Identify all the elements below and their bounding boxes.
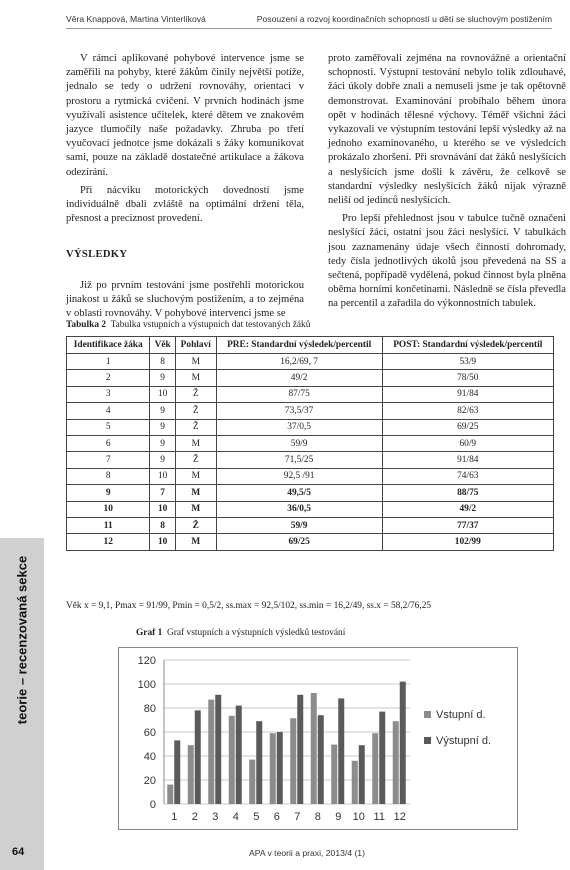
table-cell: 7: [150, 485, 175, 501]
bar: [195, 710, 201, 804]
table-cell: Ž: [175, 386, 216, 402]
legend-label: Výstupní d.: [436, 735, 492, 747]
paragraph: Při nácviku motorických dovedností jsme individuálně dbali zvláště na optimální držení těla, přesnost a preciznost provedení.: [66, 184, 304, 225]
y-tick-label: 80: [143, 703, 156, 715]
table-cell: 2: [67, 370, 150, 386]
table-cell: 10: [150, 386, 175, 402]
graph-caption-label: Graf 1: [136, 628, 163, 638]
table-cell: M: [175, 354, 216, 370]
bar: [215, 695, 221, 804]
bar: [290, 718, 296, 804]
table-cell: M: [175, 501, 216, 517]
table-row: [67, 501, 554, 517]
table-cell: 9: [150, 452, 175, 468]
section-heading: VÝSLEDKY: [66, 249, 128, 261]
table-cell: 73,5/37: [216, 403, 382, 419]
table-note: Věk x = 9,1, Pmax = 91/99, Pmin = 0,5/2, ss.max = 92,5/102, ss.min = 16,2/49, ss.x = 58,2/76,25: [66, 601, 432, 611]
paragraph: Pro lepší přehlednost jsou v tabulce tučně označeni neslyšící žáci, ostatní jsou žáci neslyšící. V tabulkách jsou zaznamenány údaje všech činností dohromady, tedy čísla jednotlivých úkolů jsou převedená na SS a sečtená, popřípadě vydělená, pokud činnost byla plněna oběma horními končetinami. Následně se čísla převedla na percentil a zařadila do výkonnostních tabulek.: [328, 213, 566, 310]
legend-swatch: [424, 711, 431, 718]
bar: [297, 695, 303, 804]
table-cell: Ž: [175, 452, 216, 468]
column-header: Identifikace žáka: [67, 337, 150, 354]
x-tick-label: 7: [294, 811, 301, 823]
table-cell: 88/75: [382, 485, 553, 501]
table-row: [67, 419, 554, 435]
bar: [249, 760, 255, 804]
bar: [338, 698, 344, 804]
table-cell: 10: [150, 468, 175, 484]
column-header: Pohlaví: [175, 337, 216, 354]
table-cell: 11: [67, 517, 150, 533]
results-table: [66, 336, 554, 551]
y-tick-label: 120: [137, 655, 156, 667]
bar: [359, 745, 365, 804]
table-cell: M: [175, 468, 216, 484]
table-cell: 6: [67, 435, 150, 451]
x-tick-label: 1: [171, 811, 178, 823]
table-cell: 10: [67, 501, 150, 517]
table-cell: 69/25: [382, 419, 553, 435]
table-cell: 53/9: [382, 354, 553, 370]
x-tick-label: 11: [373, 811, 385, 823]
table-cell: 82/63: [382, 403, 553, 419]
table-cell: M: [175, 370, 216, 386]
table-row: [67, 485, 554, 501]
graph-caption-text: Graf vstupních a výstupních výsledků testování: [166, 628, 346, 638]
table-cell: 59/9: [216, 517, 382, 533]
table-row: [67, 370, 554, 386]
table-cell: 9: [150, 370, 175, 386]
table-cell: 9: [150, 435, 175, 451]
right-column: [328, 52, 566, 316]
table-cell: 49/2: [382, 501, 553, 517]
x-tick-label: 8: [314, 811, 321, 823]
table-cell: 8: [150, 517, 175, 533]
table-cell: 4: [67, 403, 150, 419]
table-cell: 9: [150, 419, 175, 435]
table-row: [67, 517, 554, 533]
x-tick-label: 5: [253, 811, 260, 823]
y-tick-label: 20: [143, 775, 156, 787]
table-cell: 49/2: [216, 370, 382, 386]
x-tick-label: 9: [335, 811, 342, 823]
x-tick-label: 10: [352, 811, 365, 823]
x-tick-label: 6: [273, 811, 280, 823]
bar: [400, 682, 406, 804]
graph-caption: [136, 628, 345, 638]
y-tick-label: 40: [143, 751, 156, 763]
legend-swatch: [424, 737, 431, 744]
table-cell: 92,5 /91: [216, 468, 382, 484]
column-header: Věk: [150, 337, 175, 354]
table-cell: M: [175, 534, 216, 550]
x-tick-label: 12: [393, 811, 406, 823]
table-cell: 9: [150, 403, 175, 419]
bar: [393, 721, 399, 804]
table-cell: 12: [67, 534, 150, 550]
bar: [318, 715, 324, 804]
table-cell: M: [175, 485, 216, 501]
table-cell: 60/9: [382, 435, 553, 451]
bar: [277, 732, 283, 804]
table-row: [67, 468, 554, 484]
table-cell: 87/75: [216, 386, 382, 402]
bar: [352, 761, 358, 804]
table-cell: 7: [67, 452, 150, 468]
table-row: [67, 354, 554, 370]
table-cell: 91/84: [382, 386, 553, 402]
bar-chart: [118, 647, 518, 830]
header-authors: Věra Knappová, Martina Vinterlíková: [66, 14, 206, 24]
table-cell: 9: [67, 485, 150, 501]
x-tick-label: 3: [212, 811, 219, 823]
bar: [236, 706, 242, 804]
table-cell: 69/25: [216, 534, 382, 550]
section-label: teorie – recenzovaná sekce: [14, 555, 30, 725]
bar: [311, 693, 317, 804]
bar: [208, 700, 214, 804]
table-cell: 49,5/5: [216, 485, 382, 501]
table-row: [67, 386, 554, 402]
table-cell: M: [175, 435, 216, 451]
table-cell: 37/0,5: [216, 419, 382, 435]
table-cell: Ž: [175, 517, 216, 533]
bar: [188, 745, 194, 804]
y-tick-label: 60: [143, 727, 156, 739]
table-cell: 10: [150, 501, 175, 517]
table-cell: 74/63: [382, 468, 553, 484]
table-cell: 36/0,5: [216, 501, 382, 517]
table-row: [67, 403, 554, 419]
table-body: [67, 354, 554, 551]
table-cell: Ž: [175, 419, 216, 435]
page-number: 64: [12, 846, 25, 858]
table-cell: 5: [67, 419, 150, 435]
table-cell: 59/9: [216, 435, 382, 451]
left-column: [66, 52, 304, 325]
table-row: [67, 534, 554, 550]
table-cell: 78/50: [382, 370, 553, 386]
column-header: POST: Standardní výsledek/percentil: [382, 337, 553, 354]
bar: [379, 712, 385, 804]
y-tick-label: 100: [137, 679, 156, 691]
bar: [372, 733, 378, 804]
bar: [167, 785, 173, 804]
table-cell: 16,2/69, 7: [216, 354, 382, 370]
table-cell: 91/84: [382, 452, 553, 468]
paragraph: proto zaměřovali zejména na rovnovážné a orientační schopnosti. Výstupní testování nebylo tolik zdlouhavé, žáci úkoly dobře znali a nemuseli jsme je tak opětovně demonstrovat. Examinování probíhalo během února opět v hodinách tělesné výchovy. Téměř všichni žáci vykazovali ve výstupním testování lepší výsledky až na jednoho examinovaného, u kterého se ve výsledcích prokázalo zhoršení. Při srovnávání dat žáků neslyšících a neslyšících jsme došli k závěru, že celkově se standardní výsledky neslyšících žáků nijak výrazně neliší od jedinců neslyšících.: [328, 53, 566, 207]
bar: [174, 740, 180, 804]
table-row: [67, 435, 554, 451]
y-tick-label: 0: [149, 799, 156, 811]
legend-label: Vstupní d.: [436, 709, 486, 721]
column-header: PRE: Standardní výsledek/percentil: [216, 337, 382, 354]
table-cell: Ž: [175, 403, 216, 419]
bar: [229, 716, 235, 804]
paragraph: V rámci aplikované pohybové intervence jsme se zaměřili na pohyby, které žákům činily největší potíže, jednalo se tedy o udržení rovnováhy, orientaci v prostoru a rytmická cvičení. V prvních hodinách jsme využívali asistence učitelek, které dětem ve znakovém jazyce tlumočily naše požadavky. Zhruba po třetí vyučovací jednotce jsme dokázali s žáky komunikovat sami, pouze na základě dostatečné artikulace a žákova odezírání.: [66, 53, 304, 178]
bar: [270, 733, 276, 804]
x-tick-label: 4: [232, 811, 239, 823]
table-cell: 3: [67, 386, 150, 402]
running-header: [66, 14, 552, 29]
table-caption-label: Tabulka 2: [66, 320, 107, 330]
bar: [331, 745, 337, 804]
table-cell: 1: [67, 354, 150, 370]
header-title: Posouzení a rozvoj koordinačních schopností u dětí se sluchovým postižením: [256, 14, 552, 24]
table-cell: 71,5/25: [216, 452, 382, 468]
table-cell: 10: [150, 534, 175, 550]
paragraph: Již po prvním testování jsme postřehli motorickou jinakost u žáků se sluchovým postižením, a to zejména v oblasti rovnováhy. V pohybové intervenci jsme se: [66, 279, 304, 320]
table-caption-text: Tabulka vstupních a výstupních dat testovaných žáků: [110, 320, 311, 330]
x-tick-label: 2: [191, 811, 198, 823]
table-cell: 77/37: [382, 517, 553, 533]
journal-footer: APA v teorii a praxi, 2013/4 (1): [249, 848, 365, 858]
table-row: [67, 452, 554, 468]
table-cell: 8: [150, 354, 175, 370]
table-caption: [66, 320, 310, 330]
table-cell: 102/99: [382, 534, 553, 550]
bar: [256, 721, 262, 804]
table-cell: 8: [67, 468, 150, 484]
table-header-row: [67, 337, 554, 354]
